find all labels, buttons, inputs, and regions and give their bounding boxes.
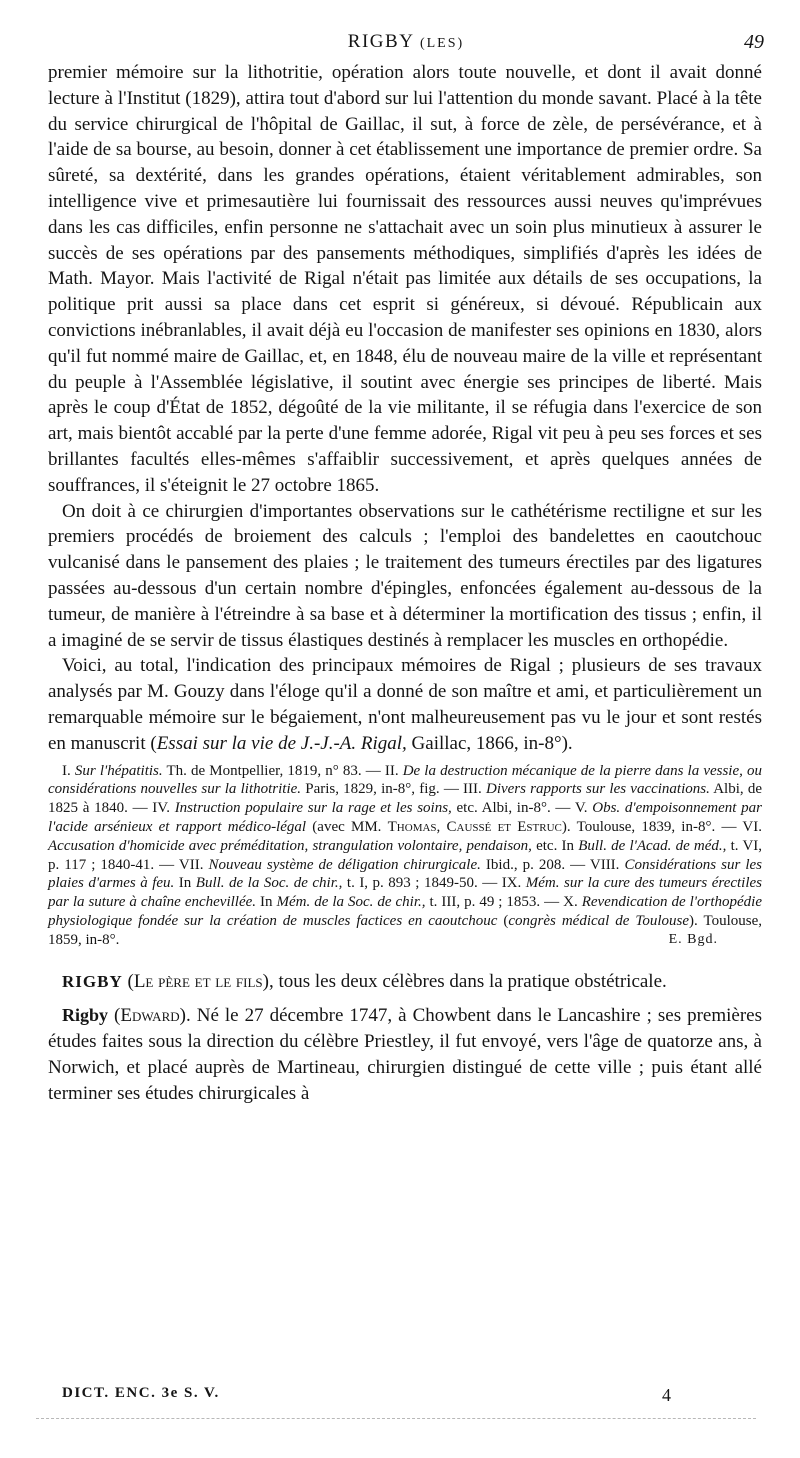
author-signature: E. Bgd. (668, 931, 718, 947)
bib-text-6b: t. VI, p. 117 ; 1840-41. — VII. (48, 837, 763, 873)
page-number: 49 (744, 31, 764, 53)
bib-text-10b: ). Toulouse, 1859, in-8°. (48, 912, 762, 948)
bib-number: I. (62, 762, 71, 779)
paragraph-3-text: Voici, au total, l'indication des principaux mémoires de Rigal ; plusieurs de ses travaux analysés par M. Gouzy dans l'éloge qu'il a donné de son maître et ami, et particulièrement un remarquable mémoire sur le bégaiement, n'ont malheureusement pas vu le jour et sont restés en manuscrit ( (48, 655, 762, 754)
printer-signature-mark: DICT. ENC. 3e S. V. (62, 1385, 220, 1401)
entry-1-paren: ( (122, 971, 134, 993)
main-text (48, 60, 762, 1106)
bib-title-5: Obs. d'empoisonnement par l'acide arsénieux et rapport médico-légal (48, 800, 762, 835)
paragraph-3 (48, 653, 762, 756)
entry-rigby-edward (48, 1003, 762, 1106)
bib-text-9a: In (256, 894, 277, 911)
bib-title-10: Revendication de l'orthopédie physiologique fondée sur la création de muscles factices en caoutchouc (48, 894, 762, 929)
bib-text-5a: (avec MM. (306, 818, 388, 835)
bib-text-1: Th. de Montpellier, 1819, n° 83. — II. (162, 762, 403, 779)
bib-text-5b: ). Toulouse, 1839, in-8°. — VI. (561, 818, 762, 835)
headword-rigby-edward: Rigby (62, 1005, 109, 1026)
entry-rigby-les (48, 969, 762, 995)
bib-text-9b: t. III, p. 49 ; 1853. — X. (425, 894, 582, 911)
paragraph-1: premier mémoire sur la lithotritie, opération alors toute nouvelle, et dont il avait donné lecture à l'Institut (1829), attira tout d'abord sur lui l'attention du monde savant. Placé à la tête du service chirurgical de l'hôpital de Gaillac, il sut, à force de zèle, de persévérance, et à l'aide de sa bourse, au besoin, donner à cet établissement une importance de premier ordre. Sa sûreté, sa dextérité, dans les grandes opérations, étaient véritablement admirables, son intelligence vive et primesautière lui fournissait des ressources aussi neuves qu'imprévues dans les cas difficiles, enfin personne ne s'attachait avec un soin plus minutieux à assurer le succès de ses opérations par des pansements méthodiques, simplifiés d'après les idées de Math. Mayor. Mais l'activité de Rigal n'était pas limitée aux détails de ses occupations, la politique prit aussi sa place dans cet esprit si généreux, si dévoué. Républicain aux convictions inébranlables, il avait déjà eu l'occasion de manifester ses opinions en 1830, alors qu'il fut nommé maire de Gaillac, et, en 1848, élu de nouveau maire de la ville et représentant du peuple à l'Assemblée législative, il soutint avec énergie ses principes de liberté. Mais après le coup d'État de 1852, dégoûté de la vie militante, il se réfugia dans l'exercice de son art, mais bientôt accablé par la perte d'une femme adorée, Rigal vit peu à peu ses forces et ses brillantes facultés elles-mêmes s'affaiblir successivement, et après quelques années de souffrances, il s'éteignit le 27 octobre 1865. (48, 62, 762, 496)
bib-coauthors: Thomas, Caussé et Estruc (387, 818, 562, 835)
bib-journal-6: Bull. de l'Acad. de méd., (578, 837, 727, 854)
bib-congress: congrès médical de Toulouse (508, 912, 690, 929)
entry-2-text: ). Né le 27 décembre 1747, à Chowbent dans le Lancashire ; ses premières études faites sous la direction du célèbre Priestley, il fut envoyé, vers l'âge de quatorze ans, à Norwich, et placé auprès de Martineau, chirurgien distingué de cette ville ; puis étant allé terminer ses études chirurgicales à (48, 1005, 763, 1104)
bib-text-10a: ( (497, 912, 509, 929)
bib-title-2: De la destruction mécanique de la pierre dans la vessie, ou considérations nouvelles sur la lithotritie. (48, 762, 762, 798)
bib-text-8b: t. I, p. 893 ; 1849-50. — IX. (342, 875, 526, 892)
headword-rigby: RIGBY (62, 972, 123, 992)
bib-text-3: Albi, de 1825 à 1840. — IV. (48, 781, 763, 817)
bibliography-list (48, 762, 762, 950)
entry-2-paren: ( (108, 1005, 121, 1027)
bib-text-2: Paris, 1829, in-8°, fig. — III. (301, 781, 486, 798)
running-title-sub: (LES) (419, 36, 465, 51)
bib-title-7: Nouveau système de déligation chirurgicale. (208, 856, 481, 873)
bib-text-6a: etc. In (531, 837, 579, 854)
bib-title-3: Divers rapports sur les vaccinations. (485, 781, 710, 798)
paragraph-3-source-title: Essai sur la vie de J.-J.-A. Rigal, (156, 732, 407, 754)
paragraph-3-end: Gaillac, 1866, in-8°). (406, 732, 573, 754)
bib-title-9: Mém. sur la cure des tumeurs érectiles par la suture à chaîne enchevillée. (48, 875, 763, 911)
bib-title-4: Instruction populaire sur la rage et les soins, (174, 800, 452, 817)
running-title (48, 31, 764, 53)
bib-text-7: Ibid., p. 208. — VIII. (480, 856, 625, 873)
sheet-number: 4 (662, 1385, 671, 1405)
page-footer (62, 1385, 682, 1409)
running-title-main: RIGBY (347, 31, 414, 52)
bib-journal-9: Mém. de la Soc. de chir., (276, 894, 426, 911)
bib-title-1: Sur l'hépatitis. (74, 762, 163, 779)
bottom-rule (36, 1418, 756, 1419)
bib-title-8: Considérations sur les plaies d'armes à feu. (48, 856, 762, 892)
bib-text-8a: In (174, 875, 196, 892)
entry-1-subtitle: Le père et le fils (133, 971, 263, 993)
bib-title-6: Accusation d'homicide avec préméditation, strangulation volontaire, pendaison, (48, 837, 532, 854)
bib-journal-8: Bull. de la Soc. de chir., (195, 875, 343, 892)
bibliography (48, 762, 762, 950)
entry-1-text: ), tous les deux célèbres dans la pratique obstétricale. (262, 971, 667, 993)
paragraph-2: On doit à ce chirurgien d'importantes observations sur le cathétérisme rectiligne et sur les premiers procédés de broiement des calculs ; l'emploi des bandelettes en caoutchouc vulcanisé dans le pansement des plaies ; le traitement des tumeurs érectiles par des ligatures passées au-dessous d'un certain nombre d'épingles, enfoncées également au-dessous de la tumeur, de manière à l'étreindre à sa base et à déterminer la mortification des tissus ; enfin, il a imaginé de se servir de tissus élastiques destinés à remplacer les muscles en orthopédie. (48, 500, 762, 651)
entry-2-firstname: Edward (120, 1005, 180, 1027)
bib-text-4: etc. Albi, in-8°. — V. (451, 800, 593, 817)
running-head (48, 31, 764, 57)
